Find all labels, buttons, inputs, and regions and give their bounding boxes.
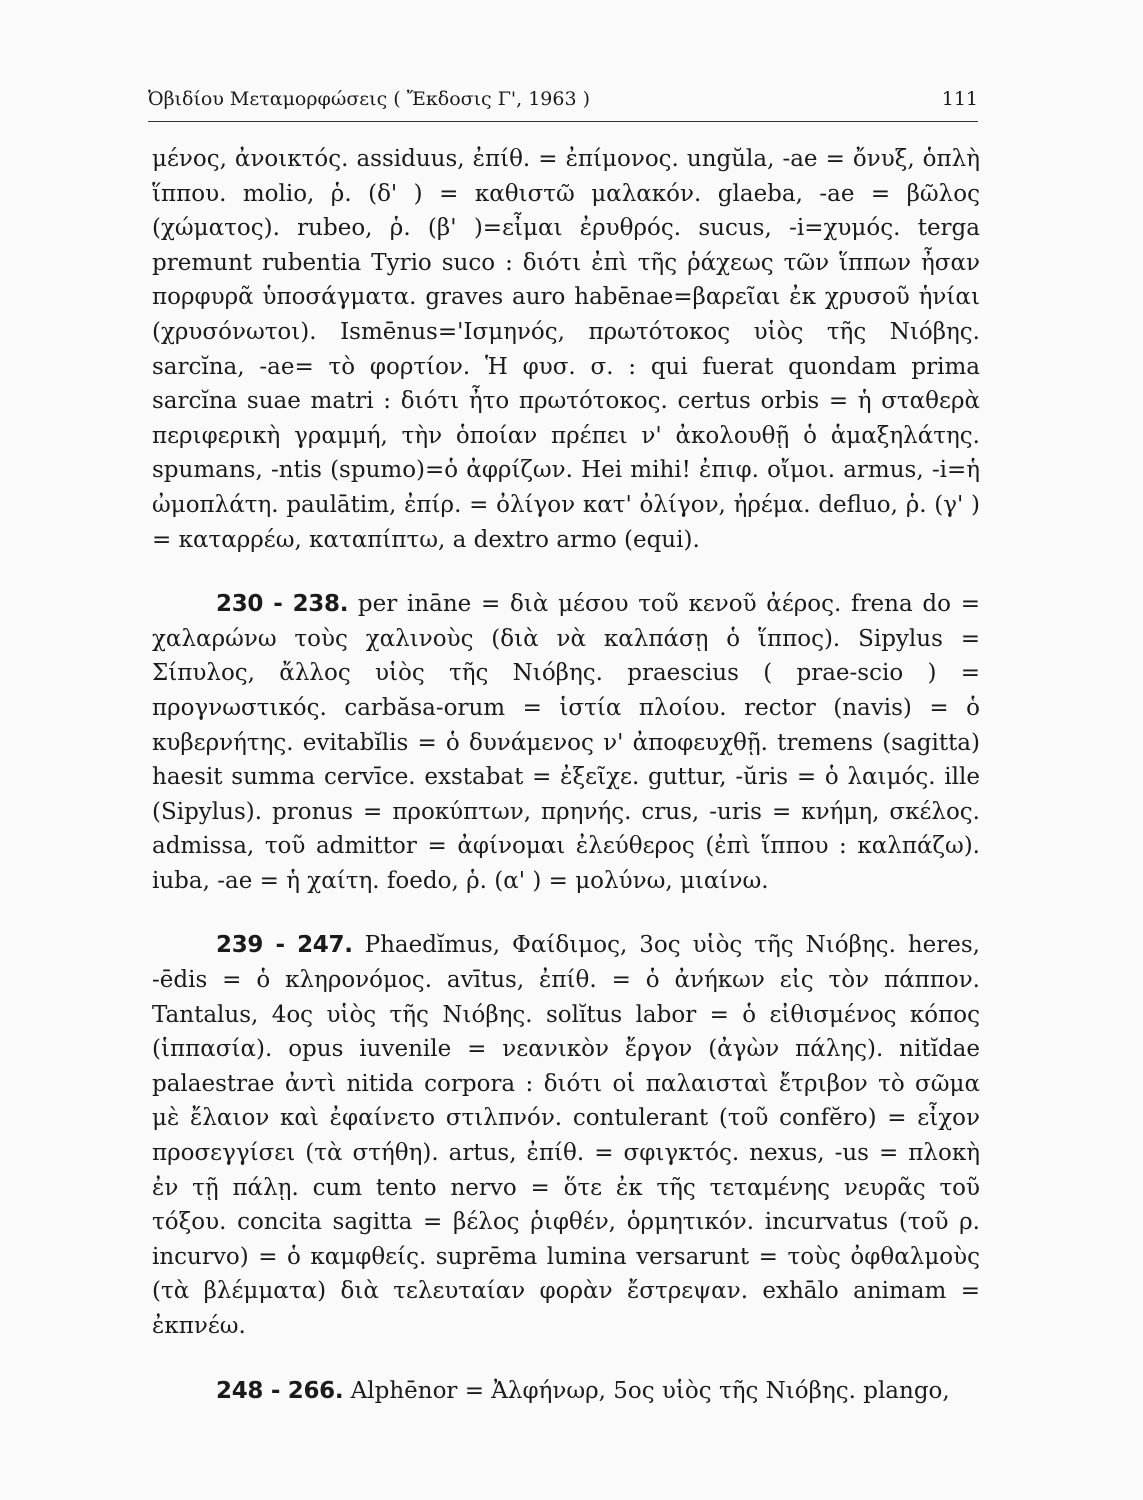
section-number: 248 - 266. <box>216 1377 344 1404</box>
page-number: 111 <box>941 88 978 110</box>
paragraph-text: Alphēnor = Ἀλφήνωρ, 5ος υἱὸς τῆς Νιόβης. plango, <box>343 1377 950 1404</box>
paragraph-248-266 <box>152 1374 980 1409</box>
paragraph-text: Phaedĭmus, Φαίδιμος, 3ος υἱὸς τῆς Νιόβης. heres, -ēdis = ὁ κληρονόμος. avītus, ἐπίθ. = ὁ ἀνήκων εἰς τὸν πάππον. Tantalus, 4ος υἱὸς τῆς Νιόβης. solĭtus labor = ὁ εἰθισμένος κόπος (ἱππασία). opus iuvenile = νεανικὸν ἔργον (ἀγὼν πάλης). nitĭdae palaestrae ἀντὶ nitida corpora : διότι οἱ παλαισταὶ ἔτριβον τὸ σῶμα μὲ ἔλαιον καὶ ἐφαίνετο στιλπνόν. contulerant (τοῦ confĕro) = εἶχον προσεγγίσει (τὰ στήθη). artus, ἐπίθ. = σφιγκτός. nexus, -us = πλοκὴ ἐν τῇ πάλῃ. cum tento nervo = ὅτε ἐκ τῆς τεταμένης νευρᾶς τοῦ τόξου. concita sagitta = βέλος ῥιφθέν, ὁρμητικόν. incurvatus (τοῦ ρ. incurvo) = ὁ καμφθείς. suprēma lumina versarunt = τοὺς ὀφθαλμοὺς (τὰ βλέμματα) διὰ τελευταίαν φορὰν ἔστρεψαν. exhālo animam = ἐκπνέω. <box>152 932 980 1339</box>
paragraph-continuation <box>152 142 980 557</box>
paragraph-text: μένος, ἀνοικτός. assiduus, ἐπίθ. = ἐπίμονος. ungŭla, -ae = ὄνυξ, ὁπλὴ ἵππου. molio, ῥ. (δ' ) = καθιστῶ μαλακόν. glaeba, -ae = βῶλος (χώματος). rubeo, ῥ. (β' )=εἶμαι ἐρυθρός. sucus, -i=χυμός. terga premunt rubentia Tyrio suco : διότι ἐπὶ τῆς ῥάχεως τῶν ἵππων ἦσαν πορφυρᾶ ὑποσάγματα. graves auro habēnae=βαρεῖαι ἐκ χρυσοῦ ἡνίαι (χρυσόνωτοι). Ismēnus='Ισμηνός, πρωτότοκος υἱὸς τῆς Νιόβης. sarcĭna, -ae= τὸ φορτίον. Ἡ φυσ. σ. : qui fuerat quondam prima sarcĭna suae matri : διότι ἦτο πρωτότοκος. certus orbis = ἡ σταθερὰ περιφερικὴ γραμμή, τὴν ὁποίαν πρέπει ν' ἀκολουθῇ ὁ ἁμαξηλάτης. spumans, -ntis (spumo)=ὁ ἀφρίζων. Hei mihi! ἐπιφ. οἴμοι. armus, -i=ἡ ὠμοπλάτη. paulātim, ἐπίρ. = ὀλίγον κατ' ὀλίγον, ἠρέμα. defluo, ῥ. (γ' ) = καταρρέω, καταπίπτω, a dextro armo (equi). <box>152 146 980 553</box>
running-header <box>148 88 978 118</box>
running-title: Ὀβιδίου Μεταμορφώσεις ( Ἔκδοσις Γ', 1963 ) <box>148 88 591 110</box>
section-number: 239 - 247. <box>216 932 353 959</box>
commentary-body <box>152 142 980 1408</box>
section-number: 230 - 238. <box>216 591 349 618</box>
paragraph-text: per ināne = διὰ μέσου τοῦ κενοῦ ἀέρος. frena do = χαλαρώνω τοὺς χαλινοὺς (διὰ νὰ καλπάσῃ ὁ ἵππος). Sipylus = Σίπυλος, ἄλλος υἱὸς τῆς Νιόβης. praescius ( prae-scio ) = προγνωστικός. carbăsa-orum = ἱστία πλοίου. rector (navis) = ὁ κυβερνήτης. evitabĭlis = ὁ δυνάμενος ν' ἀποφευχθῇ. tremens (sagitta) haesit summa cervīce. exstabat = ἐξεῖχε. guttur, -ŭris = ὁ λαιμός. ille (Sipylus). pronus = προκύπτων, πρηνής. crus, -uris = κνήμη, σκέλος. admissa, τοῦ admittor = ἀφίνομαι ἐλεύθερος (ἐπὶ ἵππου : καλπάζω). iuba, -ae = ἡ χαίτη. foedo, ῥ. (α' ) = μολύνω, μιαίνω. <box>152 591 980 894</box>
header-rule <box>148 121 978 122</box>
paragraph-230-238 <box>152 587 980 898</box>
paragraph-239-247 <box>152 928 980 1343</box>
